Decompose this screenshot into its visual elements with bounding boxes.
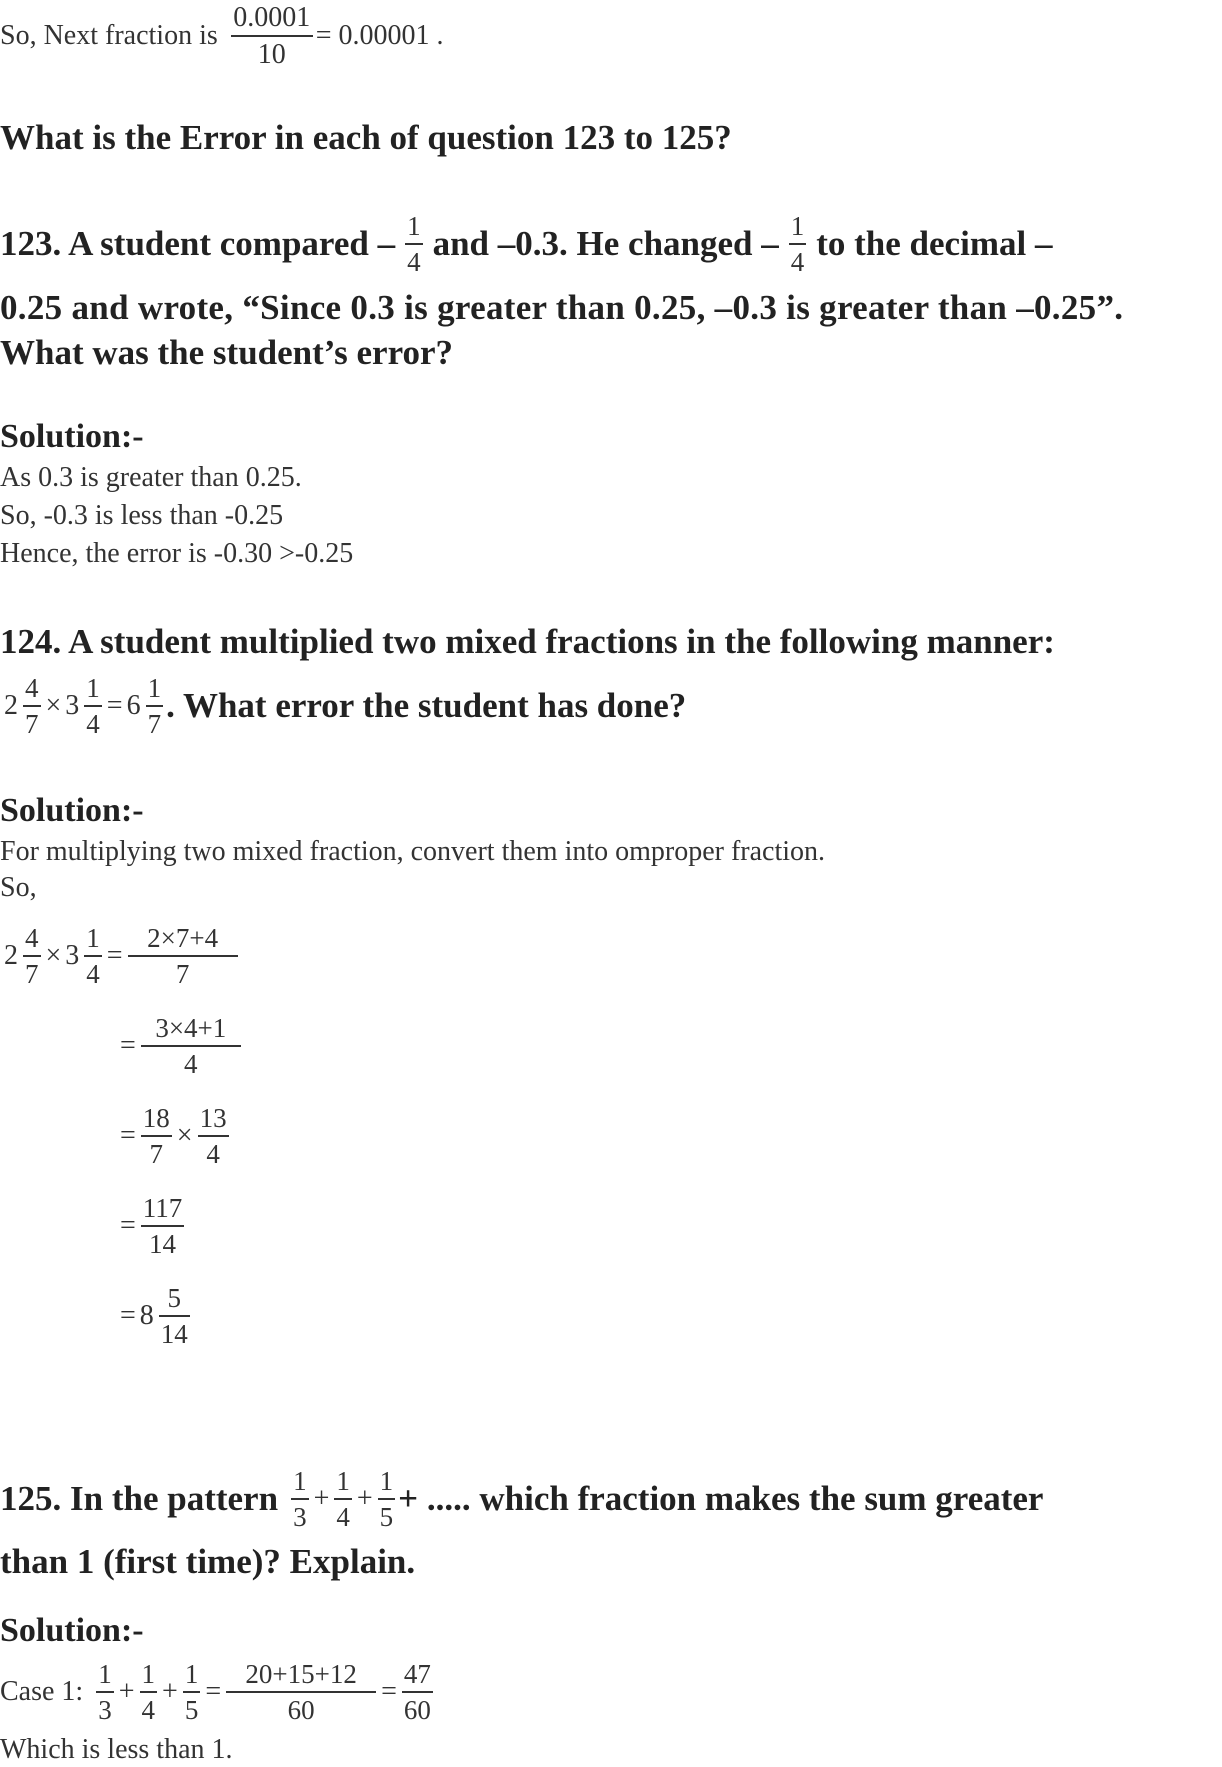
- denominator: 7: [25, 708, 39, 739]
- question-124-line-1: 124. A student multiplied two mixed fractions in the following manner:: [0, 622, 1055, 661]
- numerator: 47: [403, 1658, 431, 1689]
- denominator: 5: [379, 1501, 394, 1532]
- numerator: 1: [147, 672, 162, 703]
- q123-text-part-2: and –0.3. He changed –: [432, 224, 779, 263]
- numerator: 4: [25, 672, 39, 703]
- fraction: [334, 1465, 352, 1532]
- equals-sign: =: [106, 690, 123, 721]
- whole-number: 3: [65, 690, 80, 721]
- denominator: 4: [86, 708, 100, 739]
- denominator: 7: [175, 958, 190, 989]
- numerator: 1: [98, 1658, 112, 1689]
- fraction: [405, 210, 423, 277]
- q125-text-part-1: 125. In the pattern: [0, 1479, 279, 1518]
- equals-sign: =: [120, 1120, 136, 1151]
- whole-number: 6: [126, 690, 141, 721]
- fraction: [291, 1465, 309, 1532]
- solution-label: Solution:-: [0, 792, 144, 829]
- fraction: [159, 1282, 190, 1349]
- plus-sign: +: [356, 1483, 373, 1514]
- question-125-line-2: than 1 (first time)? Explain.: [0, 1542, 416, 1581]
- equals-sign: =: [120, 1210, 136, 1241]
- numerator: 13: [199, 1102, 227, 1133]
- fraction: [128, 922, 238, 989]
- numerator: 1: [790, 210, 805, 241]
- equation-step-3: [118, 1098, 232, 1174]
- whole-number: 2: [4, 940, 18, 971]
- question-123-line-1: [0, 208, 1052, 280]
- numerator: 1: [86, 672, 100, 703]
- solution-label: Solution:-: [0, 418, 144, 455]
- whole-number: 3: [65, 940, 80, 971]
- denominator: 4: [141, 1694, 156, 1725]
- numerator: 1: [184, 1658, 199, 1689]
- prev-result: = 0.00001 .: [315, 20, 444, 51]
- section-heading: What is the Error in each of question 123 to 125?: [0, 118, 732, 157]
- solution-line: So, -0.3 is less than -0.25: [0, 500, 284, 531]
- solution-line: For multiplying two mixed fraction, convert them into omproper fraction.: [0, 836, 826, 867]
- solution-label: Solution:-: [0, 1612, 144, 1649]
- denominator: 7: [25, 958, 39, 989]
- plus-sign: +: [118, 1676, 135, 1707]
- denominator: 60: [403, 1694, 431, 1725]
- numerator: 1: [379, 1465, 394, 1496]
- fraction: [183, 1658, 201, 1725]
- denominator: 4: [206, 1138, 220, 1169]
- denominator: 4: [86, 958, 100, 989]
- question-125-line-1: [0, 1462, 1043, 1536]
- q123-text-part-1: 123. A student compared –: [0, 224, 396, 263]
- whole-number: 2: [4, 690, 18, 721]
- equation-step-5: [118, 1278, 193, 1354]
- fraction: [226, 1658, 376, 1725]
- fraction: [198, 1102, 229, 1169]
- question-123-line-2: 0.25 and wrote, “Since 0.3 is greater than 0.25, –0.3 is greater than –0.25”.: [0, 288, 1124, 327]
- question-123-line-3: What was the student’s error?: [0, 333, 454, 372]
- q125-text-part-2: + ..... which fraction makes the sum greater: [398, 1479, 1044, 1518]
- equals-sign: =: [120, 1030, 136, 1061]
- equation-step-1: [0, 918, 241, 994]
- numerator: 20+15+12: [245, 1658, 357, 1689]
- equals-sign: =: [205, 1676, 222, 1707]
- fraction: [141, 1012, 241, 1079]
- solution-line: As 0.3 is greater than 0.25.: [0, 462, 302, 493]
- q124-text-tail: . What error the student has done?: [166, 686, 687, 725]
- fraction: [140, 1658, 158, 1725]
- numerator: 117: [142, 1192, 183, 1223]
- fraction: [96, 1658, 114, 1725]
- denominator: 3: [98, 1694, 112, 1725]
- question-124-line-2: [0, 670, 686, 742]
- solution-line: Hence, the error is -0.30 >-0.25: [0, 538, 354, 569]
- times-sign: ×: [176, 1120, 193, 1151]
- times-sign: ×: [45, 690, 62, 721]
- equation-step-2: [118, 1008, 244, 1084]
- fraction: [84, 672, 102, 739]
- whole-number: 8: [139, 1300, 154, 1331]
- denominator: 5: [184, 1694, 199, 1725]
- fraction: [141, 1192, 185, 1259]
- numerator: 1: [407, 210, 421, 241]
- equation-step-4: [118, 1188, 187, 1264]
- plus-sign: +: [162, 1676, 178, 1707]
- prev-fraction-line: [0, 0, 444, 72]
- denominator: 7: [147, 708, 162, 739]
- case-1-equation: [0, 1654, 436, 1730]
- numerator: 4: [25, 922, 39, 953]
- numerator: 1: [86, 922, 100, 953]
- fraction: [23, 672, 41, 739]
- fraction: [789, 210, 807, 277]
- numerator: 1: [336, 1465, 350, 1496]
- denominator: 4: [407, 246, 421, 277]
- equals-sign: =: [381, 1676, 397, 1707]
- numerator: 1: [141, 1658, 156, 1689]
- times-sign: ×: [45, 940, 62, 971]
- fraction: [84, 922, 102, 989]
- solution-line: Which is less than 1.: [0, 1734, 233, 1765]
- denominator: 10: [257, 38, 286, 70]
- case-label: Case 1:: [0, 1676, 84, 1707]
- equals-sign: =: [120, 1300, 136, 1331]
- fraction: [402, 1658, 433, 1725]
- numerator: 3×4+1: [155, 1012, 227, 1043]
- denominator: 60: [287, 1694, 315, 1725]
- denominator: 4: [336, 1501, 350, 1532]
- fraction: [231, 1, 313, 70]
- fraction: [378, 1465, 396, 1532]
- numerator: 1: [293, 1465, 307, 1496]
- solution-line: So,: [0, 872, 37, 903]
- plus-sign: +: [313, 1483, 330, 1514]
- denominator: 3: [293, 1501, 307, 1532]
- fraction: [146, 672, 164, 739]
- denominator: 14: [160, 1318, 188, 1349]
- fraction: [23, 922, 41, 989]
- numerator: 0.0001: [233, 1, 311, 33]
- denominator: 4: [184, 1048, 198, 1079]
- fraction: [141, 1102, 172, 1169]
- numerator: 2×7+4: [147, 922, 219, 953]
- numerator: 18: [142, 1102, 170, 1133]
- denominator: 7: [149, 1138, 164, 1169]
- denominator: 14: [149, 1228, 177, 1259]
- equals-sign: =: [106, 940, 123, 971]
- prev-text: So, Next fraction is: [0, 20, 218, 51]
- numerator: 5: [167, 1282, 182, 1313]
- denominator: 4: [790, 246, 805, 277]
- q123-text-part-3: to the decimal –: [816, 224, 1053, 263]
